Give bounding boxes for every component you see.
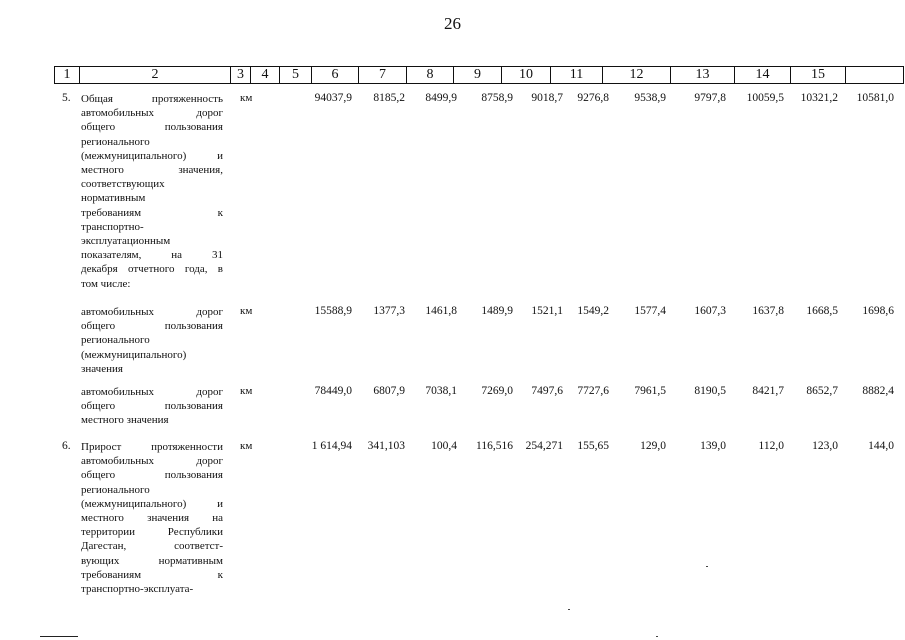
value-cell-col-6: 8185,2: [373, 92, 405, 104]
row-label-line: местного значения: [81, 414, 169, 427]
row-label-line: местного значения,: [81, 164, 223, 177]
row-label-line: общего пользования: [81, 320, 223, 333]
row-unit: км: [240, 385, 253, 397]
footnote-rule: [40, 636, 78, 637]
row-label-line: нормативным: [81, 192, 146, 205]
row-label-line: (межмуниципального) и: [81, 149, 223, 162]
row-label-line: автомобильных дорог: [81, 386, 223, 398]
row-label-line: общего пользования: [81, 121, 223, 134]
value-cell-col-10: 9276,8: [577, 92, 609, 104]
value-cell-col-13: 1637,8: [752, 305, 784, 317]
value-cell-col-8: 1489,9: [481, 305, 513, 317]
header-cell-14: 14: [755, 67, 770, 82]
row-label-line: Прирост протяженности: [81, 441, 223, 453]
value-cell-col-7: 8499,9: [425, 92, 457, 104]
value-cell-col-11: 7961,5: [634, 385, 666, 397]
row-label-line: регионального: [81, 135, 150, 148]
value-cell-col-9: 1521,1: [531, 305, 563, 317]
value-cell-col-14: 1668,5: [806, 305, 838, 317]
row-label-line: общего пользования: [81, 469, 223, 482]
row-label-line: регионального: [81, 334, 150, 347]
value-cell-col-13: 10059,5: [746, 92, 784, 104]
value-cell-col-7: 100,4: [431, 440, 457, 452]
value-cell-col-14: 8652,7: [806, 385, 838, 397]
header-cell-1: 1: [63, 67, 71, 82]
header-cell-2: 2: [151, 67, 159, 82]
header-cell-8: 8: [426, 67, 434, 82]
page-number: 26: [444, 14, 461, 33]
row-label-line: транспортно-: [81, 220, 144, 233]
row-unit: км: [240, 305, 253, 317]
header-cell-7: 7: [379, 67, 386, 82]
header-cell-12: 12: [629, 67, 644, 82]
value-cell-col-12: 139,0: [700, 440, 726, 452]
value-cell-col-8: 116,516: [476, 440, 513, 452]
value-cell-col-11: 9538,9: [634, 92, 666, 104]
header-cell-3: 3: [237, 67, 244, 82]
row-label-line: значения: [81, 362, 123, 375]
value-cell-col-12: 9797,8: [694, 92, 726, 104]
value-cell-col-15: 10581,0: [856, 92, 894, 104]
row-label-line: требованиям к: [81, 568, 223, 581]
value-cell-col-12: 1607,3: [694, 305, 726, 317]
value-cell-col-15: 1698,6: [862, 305, 894, 317]
row-label-line: территории Республики: [81, 526, 223, 539]
value-cell-col-14: 123,0: [812, 440, 838, 452]
header-cell-13: 13: [695, 67, 710, 82]
value-cell-col-7: 1461,8: [425, 305, 457, 317]
header-cell-5: 5: [292, 67, 299, 82]
row-label: [81, 440, 223, 596]
value-cell-col-8: 7269,0: [481, 385, 513, 397]
header-cell-9: 9: [474, 67, 481, 82]
value-cell-col-6: 1377,3: [373, 305, 405, 317]
value-cell-col-5: 94037,9: [314, 92, 352, 104]
value-cell-col-5: 15588,9: [314, 305, 352, 317]
value-cell-col-14: 10321,2: [800, 92, 838, 104]
value-cell-col-11: 129,0: [640, 440, 666, 452]
value-cell-col-9: 254,271: [525, 440, 563, 452]
row-unit: км: [240, 440, 253, 452]
value-cell-col-9: 9018,7: [531, 92, 563, 104]
row-label-line: показателям, на 31: [81, 249, 223, 262]
row-label-line: требованиям к: [81, 206, 223, 219]
value-cell-col-6: 6807,9: [373, 385, 405, 397]
value-cell-col-6: 341,103: [367, 440, 405, 452]
value-cell-col-12: 8190,5: [694, 385, 726, 397]
row-label: [81, 305, 223, 376]
value-cell-col-5: 1 614,94: [311, 440, 352, 452]
value-cell-col-7: 7038,1: [425, 385, 457, 397]
row-label: [81, 92, 223, 291]
row-label-line: декабря отчетного года, в: [81, 263, 223, 276]
scan-speck: [656, 636, 658, 637]
header-cell-11: 11: [569, 67, 584, 82]
row-label-line: регионального: [81, 483, 150, 496]
row-number: 6.: [62, 440, 71, 452]
row-label-line: автомобильных дорог: [81, 306, 223, 318]
value-cell-col-15: 144,0: [868, 440, 894, 452]
row-label-line: (межмуниципального): [81, 348, 187, 361]
value-cell-col-10: 7727,6: [577, 385, 609, 397]
row-unit: км: [240, 92, 253, 104]
header-cell-4: 4: [261, 67, 269, 82]
row-label-line: транспортно-эксплуата-: [81, 583, 194, 596]
row-label-line: общего пользования: [81, 400, 223, 413]
header-cell-15: 15: [811, 67, 825, 82]
header-cell-6: 6: [331, 67, 339, 82]
row-label-line: соответствующих: [81, 178, 165, 191]
value-cell-col-9: 7497,6: [531, 385, 563, 397]
row-label-line: Дагестан, соответст-: [81, 540, 223, 553]
row-label-line: (межмуниципального) и: [81, 497, 223, 510]
header-cell-10: 10: [519, 67, 533, 82]
header-column-separator: [845, 67, 846, 83]
row-label: [81, 385, 223, 428]
value-cell-col-8: 8758,9: [481, 92, 513, 104]
row-label-line: автомобильных дорог: [81, 455, 223, 468]
row-label-line: местного значения на: [81, 512, 223, 525]
scan-speck: [706, 566, 708, 567]
row-label-line: Общая протяженность: [81, 93, 223, 105]
value-cell-col-15: 8882,4: [862, 385, 894, 397]
value-cell-col-11: 1577,4: [634, 305, 666, 317]
row-label-line: вующих нормативным: [81, 554, 223, 567]
row-number: 5.: [62, 92, 71, 104]
value-cell-col-13: 8421,7: [752, 385, 784, 397]
table-header-row: [54, 66, 904, 84]
scan-speck: [568, 609, 570, 610]
value-cell-col-10: 1549,2: [577, 305, 609, 317]
value-cell-col-5: 78449,0: [314, 385, 352, 397]
row-label-line: том числе:: [81, 277, 131, 290]
value-cell-col-13: 112,0: [758, 440, 784, 452]
row-label-line: автомобильных дорог: [81, 107, 223, 120]
row-label-line: эксплуатационным: [81, 235, 171, 248]
value-cell-col-10: 155,65: [577, 440, 609, 452]
